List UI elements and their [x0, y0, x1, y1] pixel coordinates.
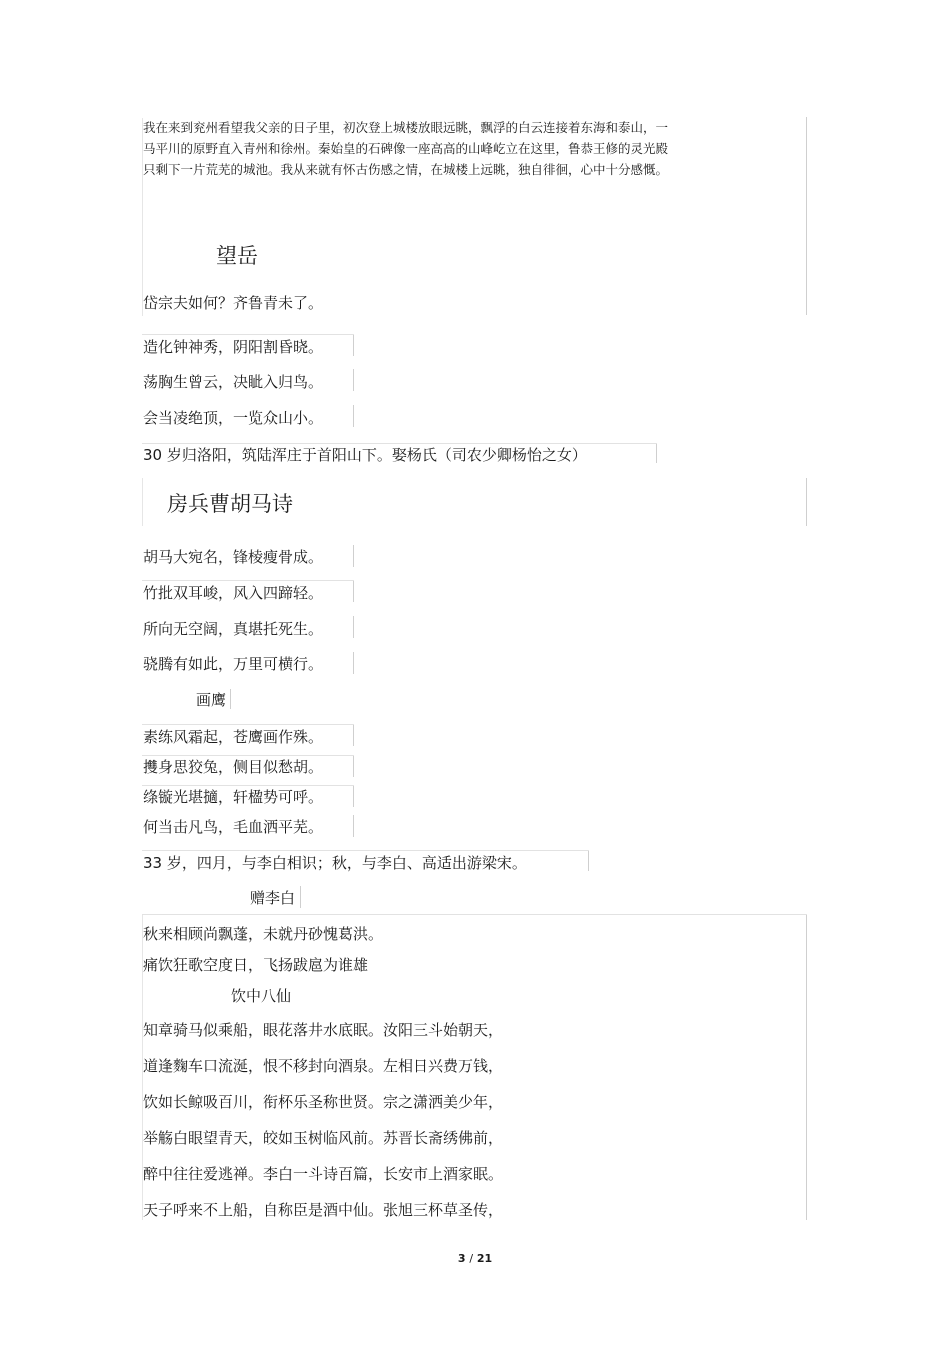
line-box: [353, 755, 354, 777]
line-box: [142, 850, 589, 851]
poem-title-baxian: 饮中八仙: [231, 987, 292, 1005]
poem-line: 何当击凡鸟，毛血洒平芜。: [143, 818, 324, 836]
line-box: [353, 369, 354, 391]
poem-line: 骁腾有如此，万里可横行。: [143, 655, 324, 673]
poem-line: 痛饮狂歌空度日，飞扬跋扈为谁雄: [143, 956, 369, 974]
line-box: [300, 886, 301, 908]
line-box: [353, 545, 354, 567]
biography-note: 30 岁归洛阳，筑陆浑庄于首阳山下。娶杨氏（司农少卿杨怡之女）: [143, 446, 587, 464]
poem-line: 知章骑马似乘船，眼花落井水底眠。汝阳三斗始朝天，: [143, 1021, 504, 1039]
poem-line: 胡马大宛名，锋棱瘦骨成。: [143, 548, 324, 566]
frame-line: [806, 914, 807, 1220]
line-box: [588, 851, 589, 871]
line-box: [353, 652, 354, 674]
poem-line: 道逢麴车口流涎，恨不移封向酒泉。左相日兴费万钱，: [143, 1057, 504, 1075]
poem-line: 举觞白眼望青天，皎如玉树临风前。苏晋长斋绣佛前，: [143, 1129, 504, 1147]
poem-line: 醉中往往爱逃禅。李白一斗诗百篇，长安市上酒家眠。: [143, 1165, 504, 1183]
intro-paragraph: [143, 117, 703, 180]
poem-line: 岱宗夫如何？齐鲁青未了。: [143, 294, 324, 312]
line-box: [353, 580, 354, 602]
frame-line: [806, 478, 807, 526]
line-box: [353, 815, 354, 837]
page-number: [0, 1252, 950, 1265]
poem-line: 所向无空阔，真堪托死生。: [143, 620, 324, 638]
page-total: 21: [476, 1252, 493, 1265]
frame-line: [142, 478, 143, 526]
line-box: [230, 689, 231, 709]
line-box: [142, 724, 354, 725]
line-box: [353, 785, 354, 807]
line-box: [353, 724, 354, 746]
poem-title-wangyue: 望岳: [216, 244, 258, 268]
poem-line: 造化钟神秀，阴阳割昏晓。: [143, 338, 324, 356]
poem-line: 绦镟光堪擿，轩楹势可呼。: [143, 788, 324, 806]
poem-line: 天子呼来不上船，自称臣是酒中仙。张旭三杯草圣传，: [143, 1201, 504, 1219]
poem-line: 㩳身思狡兔，侧目似愁胡。: [143, 758, 324, 776]
poem-line: 饮如长鲸吸百川，衔杯乐圣称世贤。宗之潇洒美少年，: [143, 1093, 504, 1111]
poem-line: 素练风霜起，苍鹰画作殊。: [143, 728, 324, 746]
intro-line: 我在来到兖州看望我父亲的日子里，初次登上城楼放眼远眺，飘浮的白云连接着东海和泰山，一: [143, 120, 669, 135]
line-box: [656, 443, 657, 463]
line-box: [142, 334, 354, 335]
poem-line: 会当凌绝顶，一览众山小。: [143, 409, 324, 427]
intro-line: 只剩下一片荒芜的城池。我从来就有怀古伤感之情，在城楼上远眺，独自徘徊，心中十分感慨。: [143, 162, 669, 177]
poem-title-huaying: 画鹰: [196, 691, 227, 709]
intro-line: 马平川的原野直入青州和徐州。秦始皇的石碑像一座高高的山峰屹立在这里，鲁恭王修的灵光殿: [143, 141, 669, 156]
line-box: [353, 334, 354, 356]
poem-line: 荡胸生曾云，决眦入归鸟。: [143, 373, 324, 391]
poem-title-zenglibai: 赠李白: [250, 889, 296, 907]
poem-line: 竹批双耳峻，风入四蹄轻。: [143, 584, 324, 602]
line-box: [353, 616, 354, 638]
line-box: [353, 405, 354, 427]
line-box: [142, 580, 354, 581]
poem-line: 秋来相顾尚飘蓬，未就丹砂愧葛洪。: [143, 925, 384, 943]
poem-title-huma: 房兵曹胡马诗: [167, 492, 293, 516]
page-current: 3: [457, 1252, 466, 1265]
frame-line: [806, 117, 807, 315]
biography-note: 33 岁，四月，与李白相识；秋，与李白、高适出游梁宋。: [143, 854, 527, 872]
page-separator: /: [469, 1252, 474, 1265]
frame-line: [142, 914, 807, 915]
